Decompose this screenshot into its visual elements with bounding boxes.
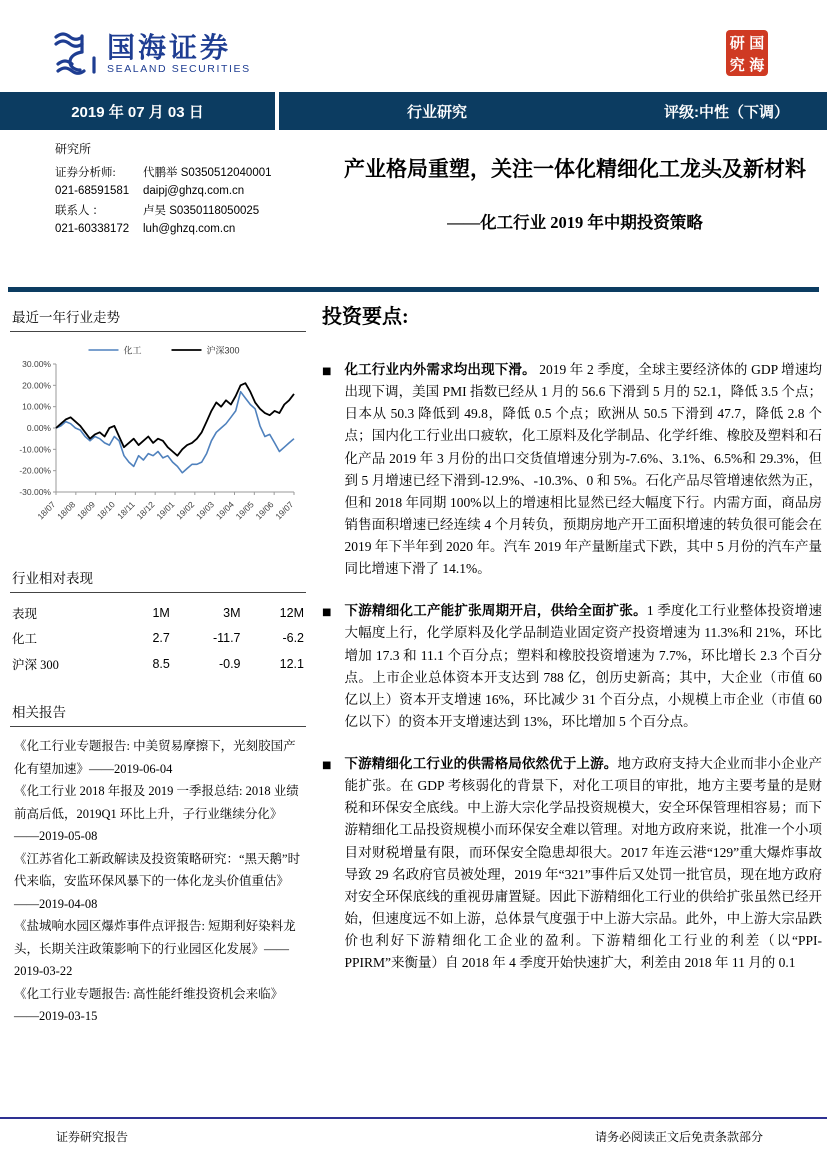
footer-report-type: 证券研究报告	[56, 1130, 129, 1144]
bullet-text: 地方政府支持大企业而非小企业产能扩张。在 GDP 考核弱化的背景下，对化工项目的审批，地方主要考量的是财税和环保安全底线。中上游大宗化学品投资规模大，安全环保管理相容易；而下游精细化工品投资规模小而环保安全难以管理。对地方政府来说，批准一个小项目对财税增量有限，而环保安全隐患却很大。2017 年连云港“129”重大爆炸事故导致 29 名政府官员被处理，2019 年“321”事件后又处罚一批官员，现在地方政府对安全环保底线的重视毋庸置疑。因此下游精细化工行业的供给扩张虽然已经开始，但速度远不如上游，总体景气度强于中上游大宗品。此外，中上游大宗品跌价也利好下游精细化工企业的盈利。下游精细化工行业的利差（以“PPI-PPIRM”来衡量）自 2018 年 4 季度开始快速扩大，利差由 2018 年 11 月的 0.1	[344, 756, 822, 971]
report-link: 《化工行业 2018 年报及 2019 一季报总结: 2018 业绩前高后低，2019Q1 环比上升，子行业继续分化》——2019-05-08	[14, 784, 299, 843]
report-date: 2019 年 07 月 03 日	[0, 92, 275, 130]
main-content	[322, 300, 822, 994]
analyst-info	[55, 140, 320, 235]
analyst-email: daipj@ghzq.com.cn	[143, 185, 245, 197]
svg-text:19/02: 19/02	[174, 499, 197, 522]
bullet-lead: 化工行业内外需求均出现下滑。	[344, 362, 536, 377]
bullet-item	[322, 600, 822, 733]
header-bar	[0, 92, 827, 130]
research-seal-stamp	[726, 30, 768, 76]
investment-highlights-heading: 投资要点:	[322, 306, 409, 328]
trend-chart-section	[10, 306, 306, 543]
table-row: 沪深 300 8.5 -0.9 12.1	[12, 657, 304, 672]
table-row: 化工 2.7 -11.7 -6.2	[12, 631, 304, 646]
logo-name-en: SEALAND SECURITIES	[107, 63, 251, 76]
svg-text:化工: 化工	[123, 345, 142, 356]
contact-name-id: 卢昊 S0350118050025	[143, 205, 260, 217]
svg-text:19/05: 19/05	[233, 499, 256, 522]
footer-divider	[0, 1117, 827, 1119]
svg-text:10.00%: 10.00%	[22, 401, 51, 412]
relative-performance-section	[10, 567, 306, 677]
relative-performance-table	[10, 601, 306, 677]
table-header: 3M	[223, 606, 241, 620]
svg-text:沪深300: 沪深300	[206, 345, 240, 356]
svg-text:18/07: 18/07	[35, 499, 58, 522]
bullet-item	[322, 359, 822, 580]
reports-title: 相关报告	[10, 701, 306, 727]
sidebar	[10, 306, 306, 1052]
svg-text:19/03: 19/03	[193, 499, 217, 522]
svg-text:18/12: 18/12	[134, 499, 157, 522]
bullet-text: 1 季度化工行业整体投资增速大幅度上行，化学原料及化学品制造业固定资产投资增速为 11.3%和 21%，环比增加 17.3 和 11.1 个百分点；塑料和橡胶投资增速为 7.7%，环比增长 2.3 个百分点。上市企业总体资本开支达到 788 亿，创历史新高；其中，大企业（市值 60 亿以上）资本开支增速 16%，环比减少 31 个百分点，小规模上市企业（市值 60 亿以下）的资本开支增速达到 13%，环比增加 5 个百分点。	[344, 603, 823, 729]
report-title: 产业格局重塑，关注一体化精细化工龙头及新材料	[344, 157, 806, 181]
report-link: 《化工行业专题报告: 高性能纤维投资机会来临》——2019-03-15	[14, 986, 284, 1023]
footer-disclaimer-note: 请务必阅读正文后免责条款部分	[594, 1130, 763, 1144]
svg-text:20.00%: 20.00%	[22, 380, 51, 391]
contact-phone: 021-60338172	[55, 223, 130, 235]
logo-name-cn: 国海证券	[107, 31, 232, 63]
report-link: 《盐城响水园区爆炸事件点评报告: 短期利好染料龙头，长期关注政策影响下的行业园区化发展》——2019-03-22	[14, 919, 296, 978]
bullet-square-icon: ■	[322, 607, 332, 619]
bullet-lead: 下游精细化工行业的供需格局依然优于上游。	[344, 756, 618, 771]
svg-text:18/08: 18/08	[55, 499, 78, 522]
bullet-square-icon: ■	[322, 366, 332, 377]
bullet-item	[322, 753, 822, 974]
report-link: 《化工行业专题报告: 中美贸易摩擦下，光刻胶国产化有望加速》——2019-06-04	[14, 739, 296, 776]
contact-email: luh@ghzq.com.cn	[143, 223, 236, 235]
bullet-text: 2019 年 2 季度，全球主要经济体的 GDP 增速均出现下调，美国 PMI 指数已经从 1 月的 56.6 下滑到 5 月的 52.1，降低 3.5 个点；日本从 50.3 降低到 49.8，降低 0.5 个点；欧洲从 50.5 下滑到 47.7，降低 2.8 个点；国内化工行业出口疲软，化工原料及化学制品、化学纤维、橡胶及塑料和石化产品 2019 年 3 月份的出口交货值增速分别为-7.6%、3.1%、6.5%和 29.3%，但到 5 月增速已经下滑到-12.9%、-10.3%、0 和 5%。石化产品尽管增速依然为正，但和 2018 年同期 100%以上的增速相比显然已经大幅度下行。内需方面，商品房销售面积增速已经连续 4 个月转负，预期房地产开工面积增速的转负很可能会在 2019 年下半年到 2020 年。汽车 2019 年产量断崖式下跌，其中 5 月份的汽车产量同比增速下滑了 14.1%。	[344, 362, 822, 577]
bullet-lead: 下游精细化工产能扩张周期开启，供给全面扩张。	[344, 603, 647, 619]
section-divider	[8, 287, 819, 292]
table-title: 行业相对表现	[10, 567, 306, 593]
svg-text:19/04: 19/04	[213, 499, 236, 522]
chart-title: 最近一年行业走势	[10, 306, 306, 332]
table-header: 1M	[152, 606, 170, 620]
report-link: 《江苏省化工新政解读及投资策略研究：“黑天鹅”时代来临，安监环保风暴下的一体化龙头价值重估》——2019-04-08	[14, 851, 301, 911]
svg-text:18/11: 18/11	[115, 499, 137, 522]
rating-badge: 评级:中性（下调）	[664, 103, 789, 121]
svg-text:19/06: 19/06	[253, 499, 276, 522]
table-header: 12M	[279, 606, 304, 620]
seal-char: 研	[729, 36, 745, 52]
sealand-wave-icon	[52, 30, 98, 78]
analyst-label: 证券分析师:	[55, 167, 116, 179]
department-label: 研究所	[55, 142, 92, 156]
related-reports-section	[10, 701, 306, 1028]
svg-text:19/01: 19/01	[154, 499, 177, 522]
svg-text:0.00%: 0.00%	[26, 423, 51, 433]
svg-text:-10.00%: -10.00%	[19, 444, 51, 455]
bullet-square-icon: ■	[322, 760, 332, 771]
svg-text:19/07: 19/07	[273, 499, 296, 522]
seal-char: 究	[729, 58, 745, 74]
report-category: 行业研究	[407, 103, 468, 121]
analyst-name-id: 代鹏举 S0350512040001	[143, 167, 272, 179]
analyst-phone: 021-68591581	[55, 185, 130, 197]
svg-text:18/10: 18/10	[94, 499, 117, 522]
svg-text:-20.00%: -20.00%	[19, 465, 51, 476]
company-logo	[52, 30, 251, 78]
svg-text:30.00%: 30.00%	[22, 359, 51, 369]
seal-char: 海	[749, 58, 765, 74]
industry-trend-line-chart	[10, 338, 302, 538]
svg-text:18/09: 18/09	[74, 499, 98, 522]
svg-text:-30.00%: -30.00%	[19, 487, 51, 497]
table-header: 表现	[12, 607, 38, 621]
contact-label: 联系人 ：	[55, 205, 104, 217]
seal-char: 国	[749, 36, 765, 52]
report-subtitle: ——化工行业 2019 年中期投资策略	[447, 213, 703, 233]
